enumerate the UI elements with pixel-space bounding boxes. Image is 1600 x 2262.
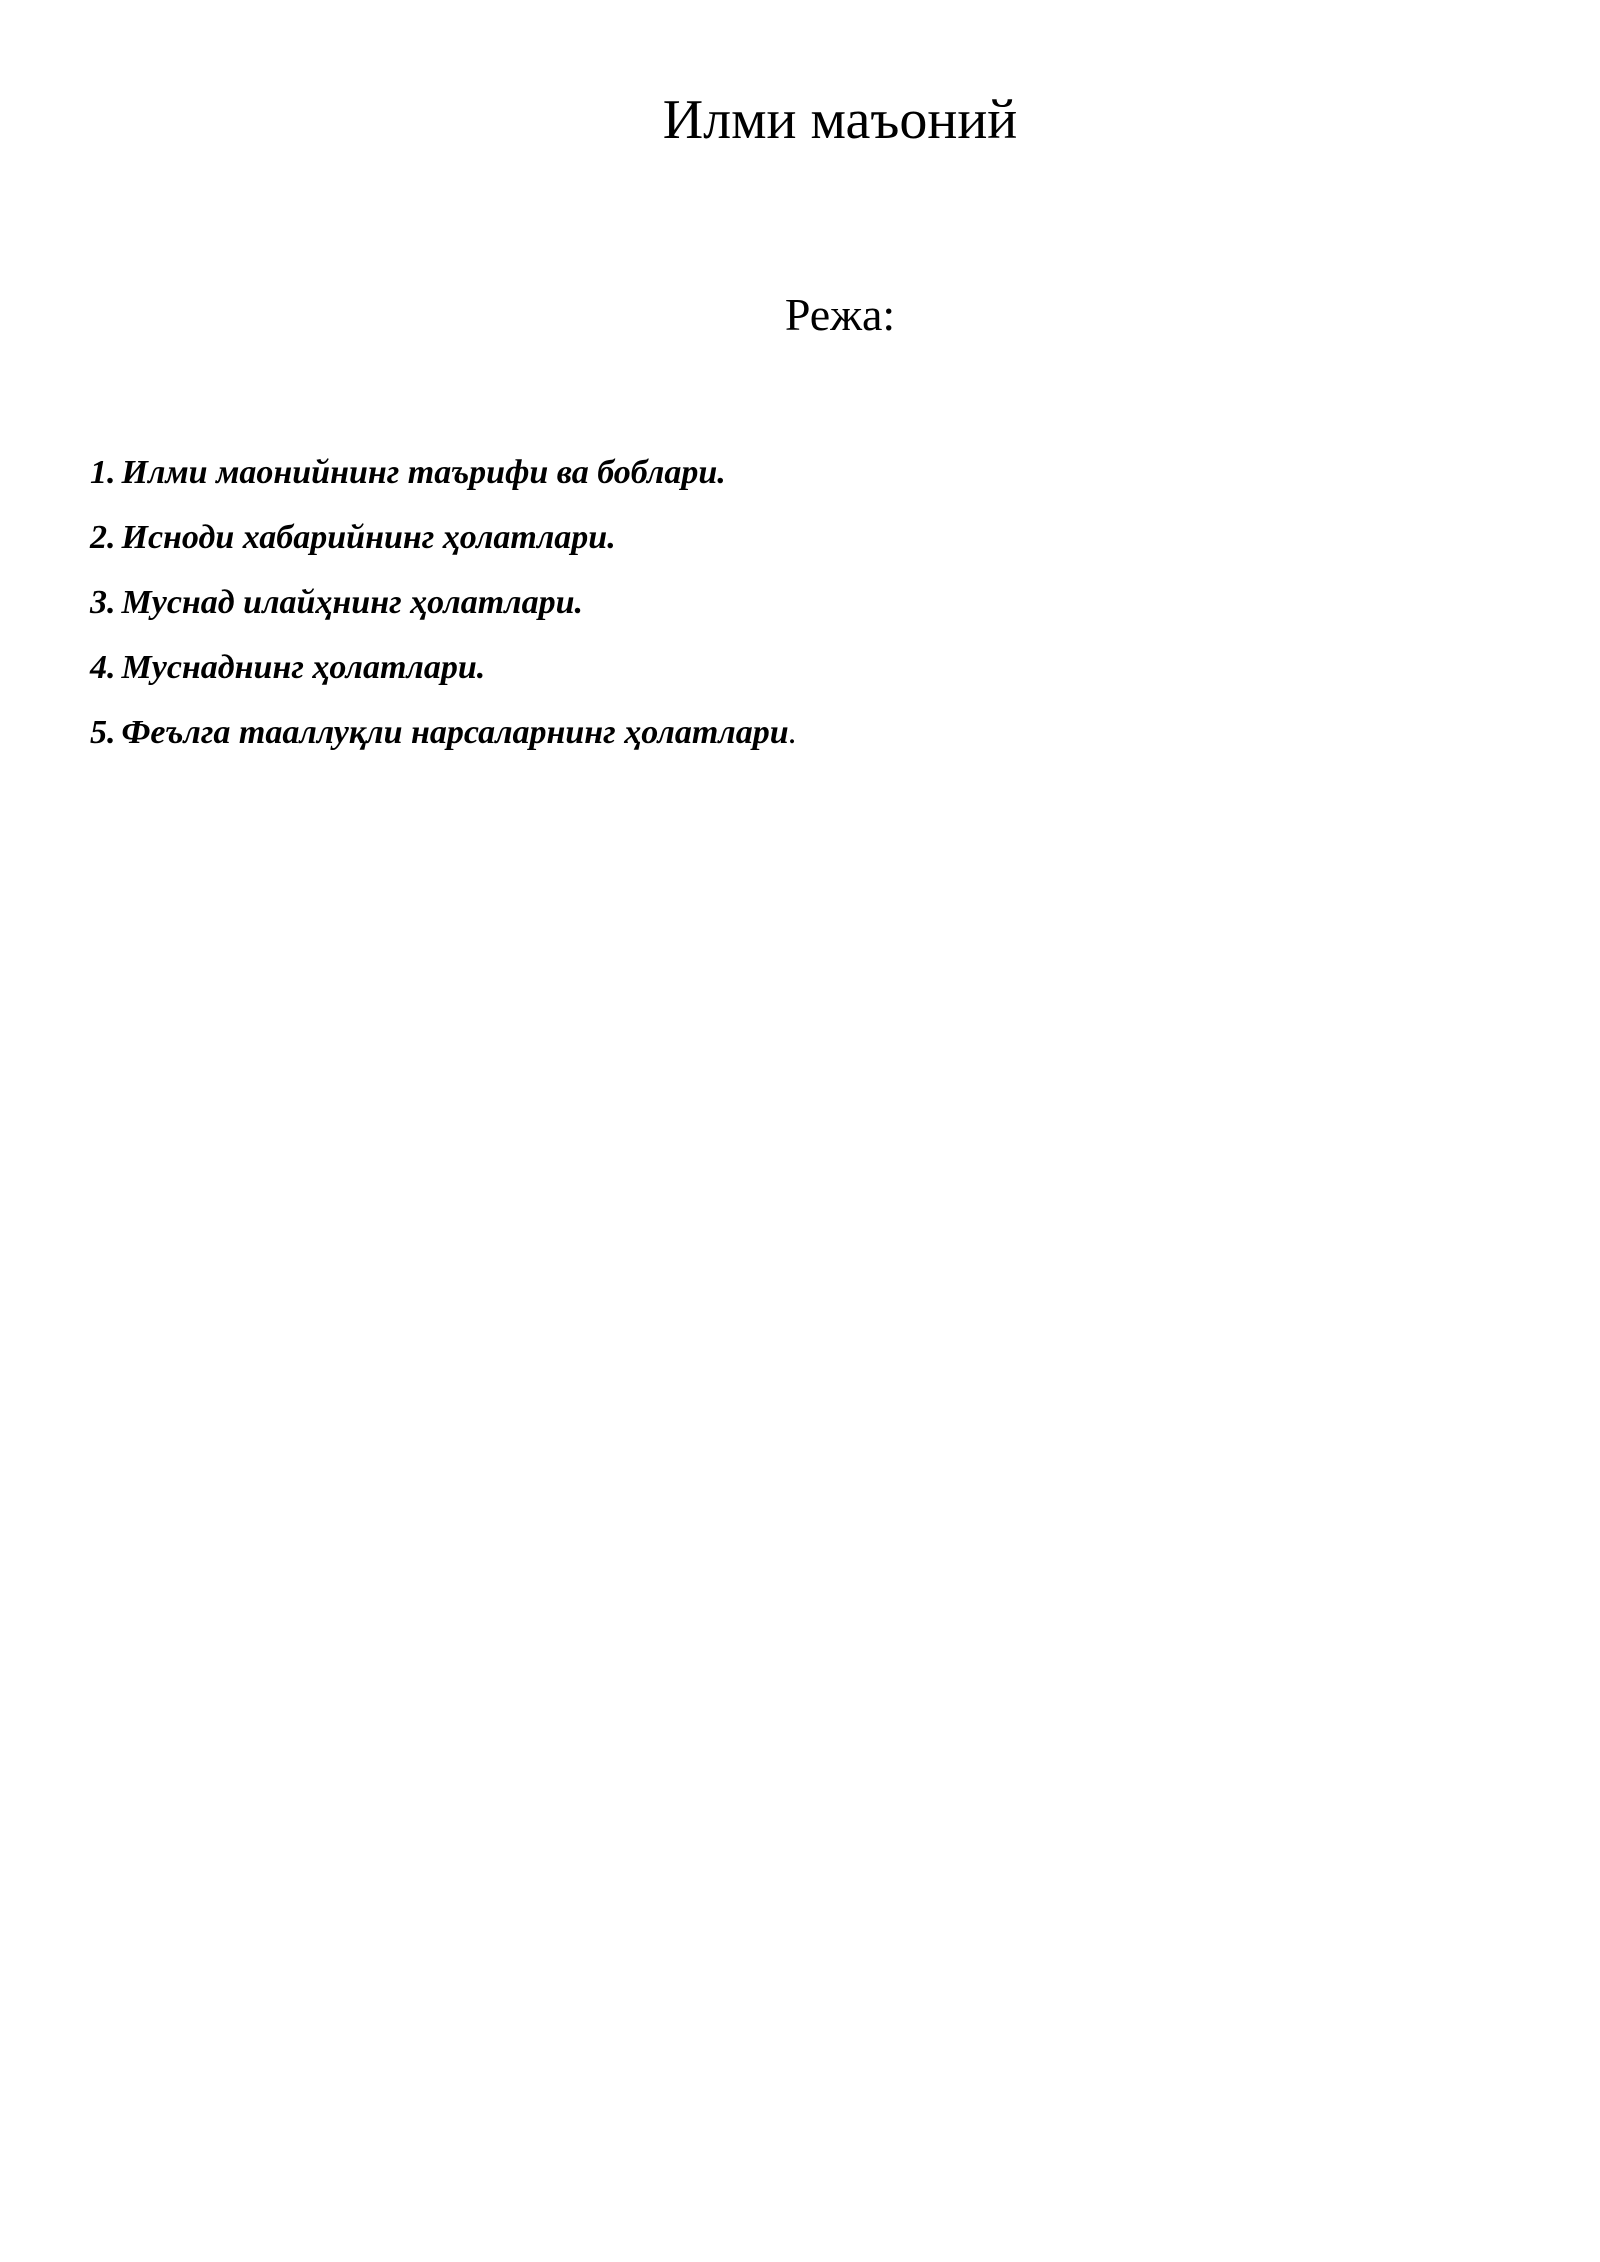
plan-item	[90, 635, 797, 700]
plan-item-number: 4.	[90, 649, 116, 686]
plan-item-number: 1.	[90, 454, 116, 491]
plan-item-trailing-period: .	[788, 714, 798, 751]
page-title: Илми маъоний	[662, 89, 1018, 151]
plan-item	[90, 700, 797, 765]
plan-heading: Режа:	[784, 289, 896, 340]
plan-item	[90, 440, 797, 505]
plan-list	[90, 440, 797, 765]
plan-item	[90, 570, 797, 635]
plan-item-text: Илми маонийнинг таърифи ва боблари.	[121, 454, 726, 491]
plan-item-text: Исноди хабарийнинг ҳолатлари.	[121, 519, 616, 556]
plan-item	[90, 505, 797, 570]
plan-item-text: Муснад илайҳнинг ҳолатлари.	[121, 584, 584, 621]
plan-item-number: 3.	[90, 584, 116, 621]
plan-item-text: Феълга тааллуқли нарсаларнинг ҳолатлари	[121, 714, 789, 751]
plan-item-number: 5.	[90, 714, 116, 751]
plan-item-text: Муснаднинг ҳолатлари.	[121, 649, 486, 686]
plan-item-number: 2.	[90, 519, 116, 556]
